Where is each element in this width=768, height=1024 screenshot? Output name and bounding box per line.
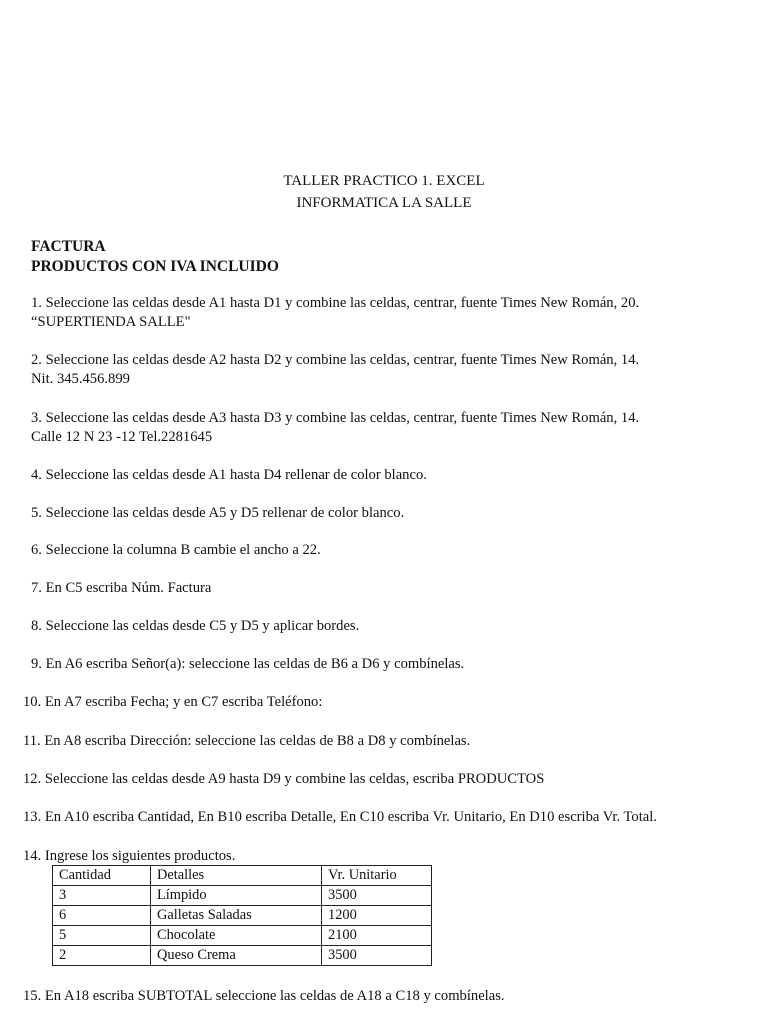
step-3-continuation: Calle 12 N 23 -12 Tel.2281645 [31,429,213,445]
table-header-detalles: Detalles [151,866,322,886]
step-6: 6. Seleccione la columna B cambie el ancho a 22. [31,542,321,558]
table-cell-vr-unitario: 2100 [322,926,432,946]
table-cell-detalle: Límpido [151,886,322,906]
step-1 [31,294,639,332]
step-8: 8. Seleccione las celdas desde C5 y D5 y aplicar bordes. [31,618,360,634]
step-4: 4. Seleccione las celdas desde A1 hasta D4 rellenar de color blanco. [31,467,427,483]
step-3-text: 3. Seleccione las celdas desde A3 hasta D3 y combine las celdas, centrar, fuente Times New Román, 14. [31,410,640,426]
step-3 [31,409,639,447]
step-2 [31,351,639,389]
table-header-vr-unitario: Vr. Unitario [322,866,432,886]
step-9: 9. En A6 escriba Señor(a): seleccione las celdas de B6 a D6 y combínelas. [31,656,465,672]
table-cell-cantidad: 5 [53,926,151,946]
step-1-text: 1. Seleccione las celdas desde A1 hasta D1 y combine las celdas, centrar, fuente Times New Román, 20. [31,295,640,311]
step-1-continuation: “SUPERTIENDA SALLE" [31,314,191,330]
table-header-cantidad: Cantidad [53,866,151,886]
table-cell-vr-unitario: 1200 [322,906,432,926]
table-cell-detalle: Galletas Saladas [151,906,322,926]
table-row [53,946,432,966]
document-subtitle: INFORMATICA LA SALLE [296,195,472,211]
step-13: 13. En A10 escriba Cantidad, En B10 escriba Detalle, En C10 escriba Vr. Unitario, En D10 escriba Vr. Total. [23,809,657,825]
step-2-text: 2. Seleccione las celdas desde A2 hasta D2 y combine las celdas, centrar, fuente Times New Román, 14. [31,352,640,368]
table-cell-detalle: Chocolate [151,926,322,946]
table-header-row [53,866,432,886]
heading-factura: FACTURA [31,238,106,255]
table-cell-cantidad: 2 [53,946,151,966]
step-10: 10. En A7 escriba Fecha; y en C7 escriba Teléfono: [23,694,323,710]
step-7: 7. En C5 escriba Núm. Factura [31,580,212,596]
products-table [52,865,432,966]
step-2-continuation: Nit. 345.456.899 [31,371,130,387]
table-row [53,906,432,926]
table-row [53,886,432,906]
table-cell-detalle: Queso Crema [151,946,322,966]
table-cell-cantidad: 6 [53,906,151,926]
table-cell-vr-unitario: 3500 [322,946,432,966]
step-11: 11. En A8 escriba Dirección: seleccione las celdas de B8 a D8 y combínelas. [23,733,471,749]
table-row [53,926,432,946]
step-14: 14. Ingrese los siguientes productos. [23,848,236,864]
table-cell-vr-unitario: 3500 [322,886,432,906]
heading-productos: PRODUCTOS CON IVA INCLUIDO [31,258,279,275]
step-12: 12. Seleccione las celdas desde A9 hasta D9 y combine las celdas, escriba PRODUCTOS [23,771,545,787]
table-cell-cantidad: 3 [53,886,151,906]
step-5: 5. Seleccione las celdas desde A5 y D5 rellenar de color blanco. [31,505,405,521]
step-15: 15. En A18 escriba SUBTOTAL seleccione las celdas de A18 a C18 y combínelas. [23,988,505,1004]
document-title: TALLER PRACTICO 1. EXCEL [283,173,485,189]
